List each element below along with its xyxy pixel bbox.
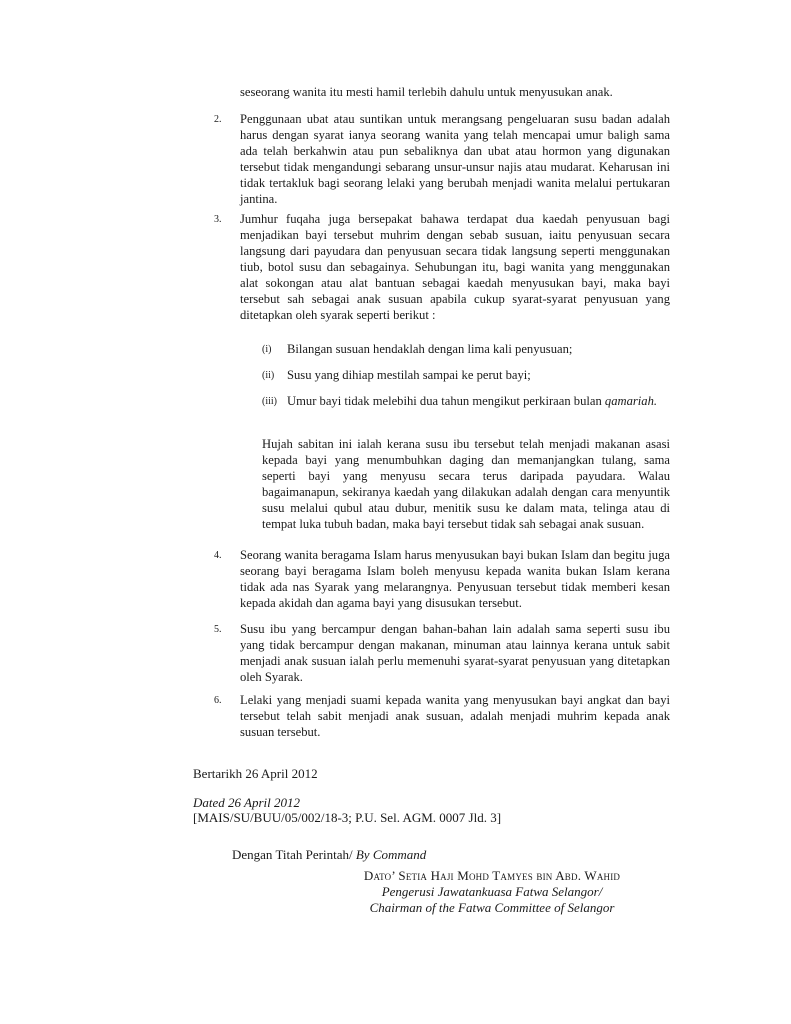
date-english: Dated 26 April 2012 bbox=[193, 795, 301, 810]
item-text: Penggunaan ubat atau suntikan untuk merangsang pengeluaran susu badan adalah harus dengan syarat ianya seorang wanita yang telah mencapai umur baligh sama ada telah berkahwin atau pun sebaliknya dan ubat atau hormon yang digunakan tersebut tidak mengandungi sebarang unsur-unsur najis atau mudarat. Keharusan ini tidak tertakluk bagi seorang lelaki yang berubah menjadi wanita melalui pertukaran jantina. bbox=[240, 112, 670, 206]
continued-paragraph-line: seseorang wanita itu mesti hamil terlebih dahulu untuk menyusukan anak. bbox=[240, 85, 613, 99]
signature-block bbox=[352, 868, 632, 916]
item-number: 2. bbox=[214, 114, 222, 125]
sub-item-number: (iii) bbox=[262, 396, 277, 407]
justification-paragraph: Hujah sabitan ini ialah kerana susu ibu tersebut telah menjadi makanan asasi kepada bayi yang menumbuhkan daging dan memanjangkan tulang, sama seperti bayi yang menyusu secara terus daripada payudara. Walau bagaimanapun, sekiranya kaedah yang dilakukan adalah dengan cara menyuntik susu melalui qubul atau dubur, menitik susu ke dalam mata, telinga atau di tempat luka tubuh badan, maka bayi tersebut tidak sah sebagai anak susuan. bbox=[262, 437, 670, 531]
sub-item-text: Bilangan susuan hendaklah dengan lima kali penyusuan; bbox=[287, 342, 573, 356]
sub-item-number: (ii) bbox=[262, 370, 275, 381]
signatory-title-malay: Pengerusi Jawatankuasa Fatwa Selangor/ bbox=[381, 884, 603, 899]
item-number: 4. bbox=[214, 550, 222, 561]
signatory-title-english: Chairman of the Fatwa Committee of Selangor bbox=[369, 900, 615, 915]
date-malay: Bertarikh 26 April 2012 bbox=[193, 766, 318, 781]
item-text: Susu ibu yang bercampur dengan bahan-bahan lain adalah sama seperti susu ibu yang tidak bercampur dengan makanan, minuman atau lainnya kerana untuk sabit menjadi anak susuan ialah perlu memenuhi syarat-syarat penyusuan yang ditetapkan oleh Syarak. bbox=[240, 622, 670, 684]
sub-item-text: Susu yang dihiap mestilah sampai ke perut bayi; bbox=[287, 368, 531, 382]
item-number: 3. bbox=[214, 214, 222, 225]
by-command-line: Dengan Titah Perintah/ By Command bbox=[232, 847, 427, 862]
signatory-name: Dato’ Setia Haji Mohd Tamyes bin Abd. Wahid bbox=[363, 868, 621, 883]
item-text: Seorang wanita beragama Islam harus menyusukan bayi bukan Islam dan begitu juga seorang bayi beragama Islam boleh menyusu kepada wanita bukan Islam kerana tidak ada nas Syarak yang melarangnya. Penyusuan tersebut tidak memberi kesan kepada akidah dan agama bayi yang disusukan tersebut. bbox=[240, 548, 670, 610]
item-text: Lelaki yang menjadi suami kepada wanita yang menyusukan bayi angkat dan bayi tersebut telah sabit menjadi anak susuan, adalah menjadi muhrim kepada anak susuan tersebut. bbox=[240, 693, 670, 739]
item-number: 5. bbox=[214, 624, 222, 635]
reference-number: [MAIS/SU/BUU/05/002/18-3; P.U. Sel. AGM. 0007 Jld. 3] bbox=[193, 810, 502, 825]
sub-item-text: Umur bayi tidak melebihi dua tahun mengikut perkiraan bulan qamariah. bbox=[287, 394, 658, 408]
item-text: Jumhur fuqaha juga bersepakat bahawa terdapat dua kaedah penyusuan bagi menjadikan bayi tersebut muhrim dengan sebab susuan, iaitu penyusuan secara langsung dari payudara dan penyusuan secara tidak langsung seperti menggunakan tiub, botol susu dan sebagainya. Sehubungan itu, bagi wanita yang menggunakan alat sokongan atau alat bantuan sebagai kaedah menyusukan bayi, maka bayi tersebut sah sebagai anak susuan apabila cukup syarat-syarat penyusuan yang ditetapkan oleh syarak seperti berikut : bbox=[240, 212, 670, 322]
item-number: 6. bbox=[214, 695, 222, 706]
sub-item-number: (i) bbox=[262, 344, 272, 355]
